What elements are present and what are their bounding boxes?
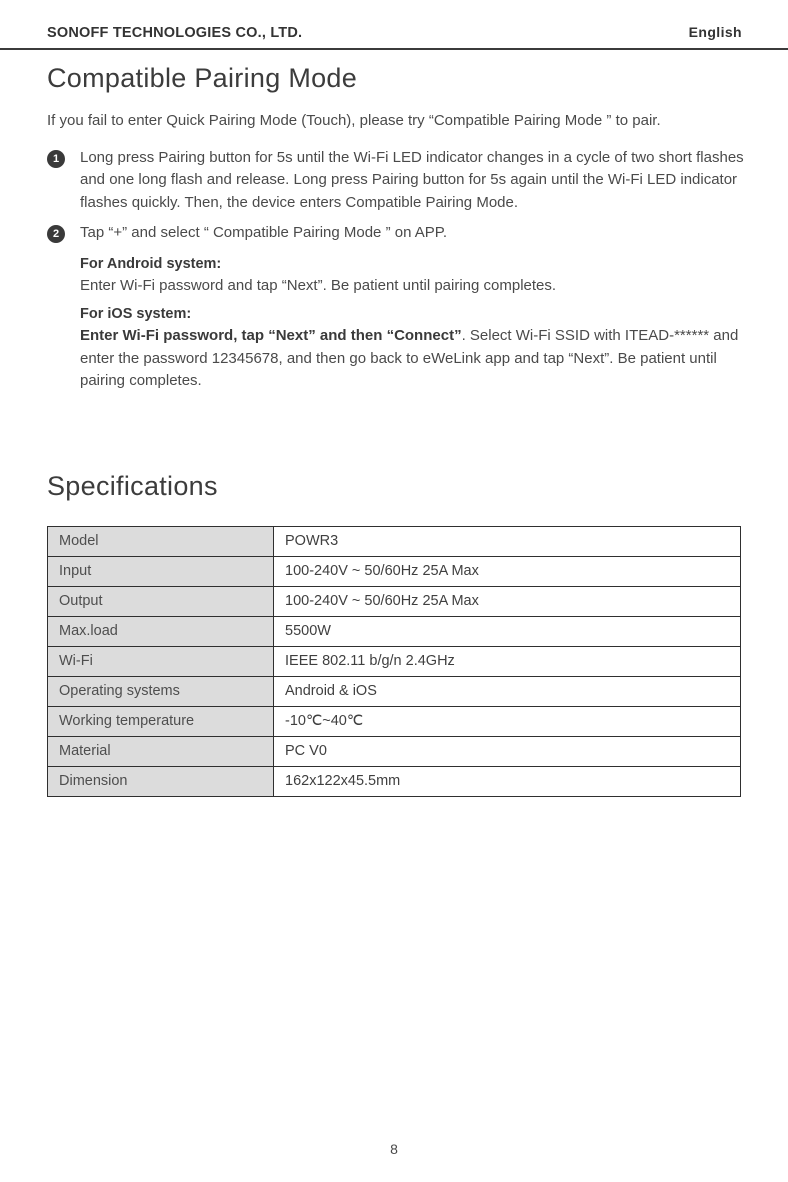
language-label: English: [688, 24, 742, 40]
ios-body: [80, 325, 747, 393]
os-instructions: [47, 253, 747, 393]
spec-value: IEEE 802.11 b/g/n 2.4GHz: [274, 646, 741, 676]
page-title: Compatible Pairing Mode: [47, 63, 358, 93]
page-content: [47, 62, 747, 797]
spec-value: PC V0: [274, 736, 741, 766]
table-row: [48, 526, 741, 556]
intro-paragraph: If you fail to enter Quick Pairing Mode (Touch), please try “Compatible Pairing Mode ” to pair.: [47, 111, 661, 129]
list-item: [47, 222, 747, 245]
table-row: [48, 646, 741, 676]
step-text: Long press Pairing button for 5s until the Wi-Fi LED indicator changes in a cycle of two short flashes and one long flash and release. Long press Pairing button for 5s again until the Wi-Fi LED indicator flashes quickly. Then, the device enters Compatible Pairing Mode.: [80, 148, 744, 211]
spec-key: Model: [48, 526, 274, 556]
table-row: [48, 706, 741, 736]
ios-body-rest: . Select Wi-Fi SSID with ITEAD-****** and enter the password 12345678, and then go back to eWeLink app and tap “Next”. Be patient until pairing completes.: [80, 327, 739, 390]
step-text: Tap “+” and select “ Compatible Pairing Mode ” on APP.: [80, 224, 448, 242]
step-number-badge: 2: [47, 225, 65, 243]
steps-list: [47, 147, 747, 245]
spec-value: 100-240V ~ 50/60Hz 25A Max: [274, 586, 741, 616]
android-heading: For Android system:: [80, 255, 222, 272]
spec-value: 100-240V ~ 50/60Hz 25A Max: [274, 556, 741, 586]
spec-key: Output: [48, 586, 274, 616]
spec-key: Working temperature: [48, 706, 274, 736]
spec-key: Input: [48, 556, 274, 586]
spec-value: 162x122x45.5mm: [274, 766, 741, 796]
spec-value: POWR3: [274, 526, 741, 556]
spec-value: 5500W: [274, 616, 741, 646]
spec-value: -10℃~40℃: [274, 706, 741, 736]
ios-heading: For iOS system:: [80, 305, 192, 322]
page-number: 8: [390, 1141, 398, 1157]
specifications-title: Specifications: [47, 470, 218, 501]
table-row: [48, 616, 741, 646]
android-body: Enter Wi-Fi password and tap “Next”. Be patient until pairing completes.: [80, 277, 557, 295]
spec-key: Dimension: [48, 766, 274, 796]
specifications-table-body: [48, 526, 741, 796]
page-header: [0, 0, 788, 50]
table-row: [48, 586, 741, 616]
spec-key: Material: [48, 736, 274, 766]
specifications-table: [47, 526, 741, 797]
list-item: [47, 147, 747, 215]
table-row: [48, 556, 741, 586]
header-divider: [0, 48, 788, 50]
spec-key: Max.load: [48, 616, 274, 646]
table-row: [48, 766, 741, 796]
table-row: [48, 736, 741, 766]
spec-value: Android & iOS: [274, 676, 741, 706]
company-name: SONOFF TECHNOLOGIES CO., LTD.: [47, 25, 303, 41]
table-row: [48, 676, 741, 706]
spec-key: Wi-Fi: [48, 646, 274, 676]
step-number-badge: 1: [47, 150, 65, 168]
spec-key: Operating systems: [48, 676, 274, 706]
ios-body-emphasis: Enter Wi-Fi password, tap “Next” and then “Connect”: [80, 327, 462, 345]
